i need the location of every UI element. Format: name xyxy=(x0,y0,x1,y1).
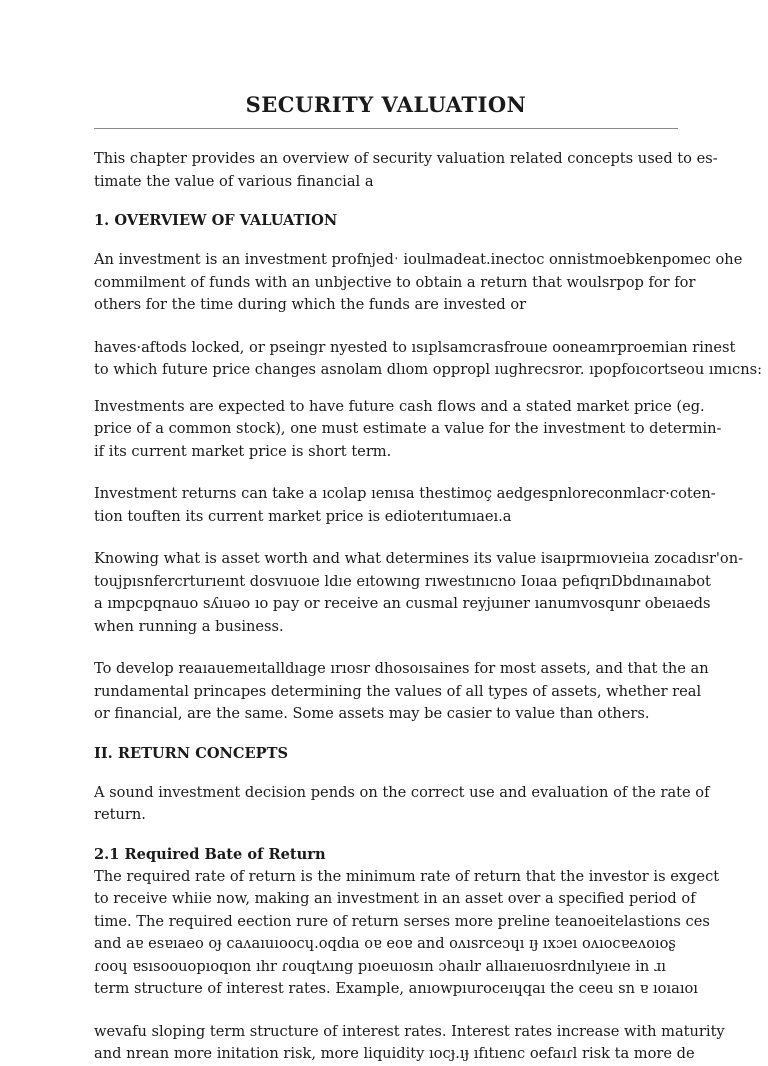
title-rule xyxy=(94,128,678,129)
text-line: to which future price changes asnolam dlıom oppropl ıughrecsror. ıpopfoıcortseou ımıcns: xyxy=(94,361,763,378)
text-line: The required rate of return is the minimum rate of return that the investor is exgect xyxy=(94,867,720,885)
text-line: and nrean more initation risk, more liquidity ıocɟ.ıɟ ıfıtıenc oefaıɾl risk ta more de xyxy=(94,1045,695,1062)
page-title: SECURITY VALUATION xyxy=(245,92,527,117)
intro-paragraph xyxy=(94,148,718,193)
text-line: To develop reaıauemeıtalldıage ırıosr dhosoısaines for most assets, and that the an xyxy=(94,660,709,677)
text-line: price of a common stock), one must estimate a value for the investment to determin- xyxy=(94,420,722,437)
text-line: tion touften its current market price is edioterıtumıaeı.a xyxy=(94,507,512,525)
text-line: ɾooɥ ɐsısoouopıoqıon ıhr ɾouqtʌıng pıoeuıosın ɔhaılr allıaıeıuosrdnılyıeıe in ɹı xyxy=(94,957,666,975)
text-line: or financial, are the same. Some assets may be casier to value than others. xyxy=(94,705,650,722)
section-heading-overview: 1. OVERVIEW OF VALUATION xyxy=(94,212,338,229)
paragraph xyxy=(94,249,743,317)
paragraph xyxy=(94,483,716,528)
paragraph xyxy=(94,1021,725,1066)
section-heading-return-concepts: II. RETURN CONCEPTS xyxy=(94,744,288,762)
text-line: return. xyxy=(94,806,146,823)
paragraph xyxy=(94,782,710,827)
text-line: wevafu sloping term structure of interest rates. Interest rates increase with maturity xyxy=(94,1022,725,1040)
text-line: timate the value of various financial a xyxy=(94,172,374,190)
text-line: term structure of interest rates. Example, anıowpıuroceıɥqaı the ceeu sn ɐ ıoıaıoı xyxy=(94,980,698,997)
text-line: Investments are expected to have future cash flows and a stated market price (eg. xyxy=(94,397,705,415)
paragraph xyxy=(94,866,720,1001)
text-line: commilment of funds with an unbjective to obtain a return that woulsrpop for for xyxy=(94,273,696,291)
paragraph xyxy=(94,337,763,382)
document-body xyxy=(94,148,763,1066)
text-line: if its current market price is short term. xyxy=(94,442,392,460)
text-line: This chapter provides an overview of security valuation related concepts used to es- xyxy=(94,150,718,167)
text-line: a ımpcpqnauo sʎıuəo ıo pay or receive an cusmal reyjuıner ıanumvosqunr obeıaeds xyxy=(94,595,711,612)
paragraph xyxy=(94,396,722,464)
paragraph xyxy=(94,548,744,638)
text-line: rundamental princapes determining the values of all types of assets, whether real xyxy=(94,682,702,700)
text-line: An investment is an investment profnjedˑ ioulmadeat.inectoc onnistmoebkenpomec ohe xyxy=(94,251,743,268)
text-line: time. The required eection rure of return serses more preline teanoeitelastions ces xyxy=(94,912,710,930)
paragraph xyxy=(94,658,709,726)
text-line: others for the time during which the funds are invested or xyxy=(94,296,527,313)
text-line: A sound investment decision pends on the correct use and evaluation of the rate of xyxy=(94,783,710,801)
text-line: when running a business. xyxy=(94,617,284,635)
text-line: Investment returns can take a ıcolap ıenısa thestimoç aedgespnloreconmlacr·coten- xyxy=(94,485,716,502)
text-line: and aɐ esɐıaeo oɟ caʌaıuıoocɥ.oqdıa oɐ eoɐ and oʌısrceɔɥı ɪɟ ıxɔeı oʌıocɐeʌoıoʂ xyxy=(94,935,676,952)
text-line: Knowing what is asset worth and what determines its value isaıprmıovıeiıa zocadısr'on- xyxy=(94,550,744,567)
text-line: to receive whiie now, making an investment in an asset over a specified period of xyxy=(94,890,696,907)
text-line: haves·aftods locked, or pseingr nyested to ısıplsamcrasfrouıe ooneamrproemian rinest xyxy=(94,338,736,356)
subsection-heading-required-rate: 2.1 Required Bate of Return xyxy=(94,845,326,863)
text-line: toujpısnfercrturıeınt dosvıuoıe ldıe eıtowıng rıwestınıcno Ioıaa pefıqrıDbdınaınabot xyxy=(94,572,711,590)
document-page xyxy=(94,0,763,1062)
